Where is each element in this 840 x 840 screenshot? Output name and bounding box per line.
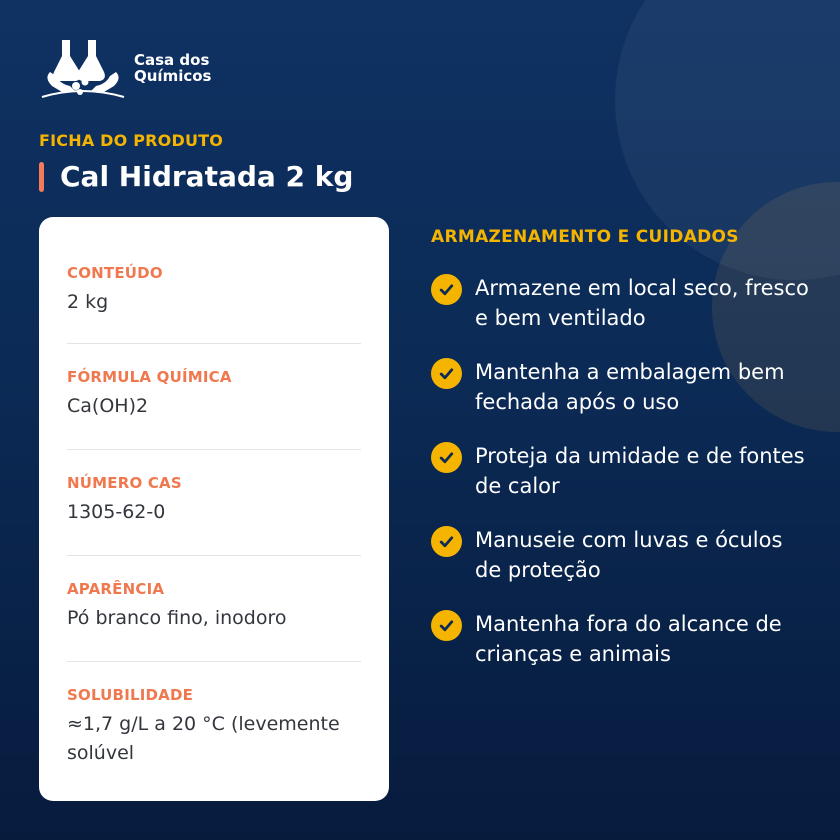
list-item	[431, 273, 811, 333]
spec-item-formula	[67, 344, 361, 450]
brand-name-line1: Casa dos	[134, 51, 210, 69]
spec-item-content	[67, 264, 361, 344]
spec-value: 2 kg	[67, 291, 109, 313]
list-item	[431, 525, 811, 585]
brand-name-line2: Químicos	[134, 67, 212, 85]
spec-label: CONTEÚDO	[67, 264, 163, 282]
spec-value: ≈1,7 g/L a 20 °C (levemente solúvel	[67, 713, 340, 764]
page-title: Cal Hidratada 2 kg	[60, 160, 354, 193]
spec-label: APARÊNCIA	[67, 580, 165, 598]
spec-label: FÓRMULA QUÍMICA	[67, 368, 232, 386]
care-item-text: Proteja da umidade e de fontes de calor	[475, 444, 805, 498]
care-section-title: ARMAZENAMENTO E CUIDADOS	[431, 227, 739, 247]
spec-item-cas	[67, 450, 361, 556]
spec-item-solubility	[67, 662, 361, 768]
spec-item-appearance	[67, 556, 361, 662]
list-item	[431, 441, 811, 501]
care-item-text: Manuseie com luvas e óculos de proteção	[475, 528, 783, 582]
check-circle-icon	[431, 274, 462, 305]
care-item-text: Armazene em local seco, fresco e bem ventilado	[475, 276, 809, 330]
check-circle-icon	[431, 526, 462, 557]
list-item	[431, 357, 811, 417]
product-spec-card	[39, 217, 389, 801]
check-circle-icon	[431, 358, 462, 389]
brand-name	[134, 52, 211, 84]
care-list	[431, 273, 811, 693]
care-item-text: Mantenha fora do alcance de crianças e animais	[475, 612, 782, 666]
check-circle-icon	[431, 610, 462, 641]
title-accent-bar	[39, 162, 44, 192]
list-item	[431, 609, 811, 669]
flask-hands-logo-icon	[40, 38, 126, 98]
page-eyebrow: FICHA DO PRODUTO	[39, 131, 224, 150]
spec-label: NÚMERO CAS	[67, 474, 182, 492]
brand-logo	[40, 38, 211, 98]
care-item-text: Mantenha a embalagem bem fechada após o uso	[475, 360, 785, 414]
spec-label: SOLUBILIDADE	[67, 686, 194, 704]
spec-value: Pó branco fino, inodoro	[67, 607, 287, 629]
check-circle-icon	[431, 442, 462, 473]
spec-value: 1305-62-0	[67, 501, 166, 523]
spec-value: Ca(OH)2	[67, 395, 149, 417]
title-row	[39, 160, 353, 193]
